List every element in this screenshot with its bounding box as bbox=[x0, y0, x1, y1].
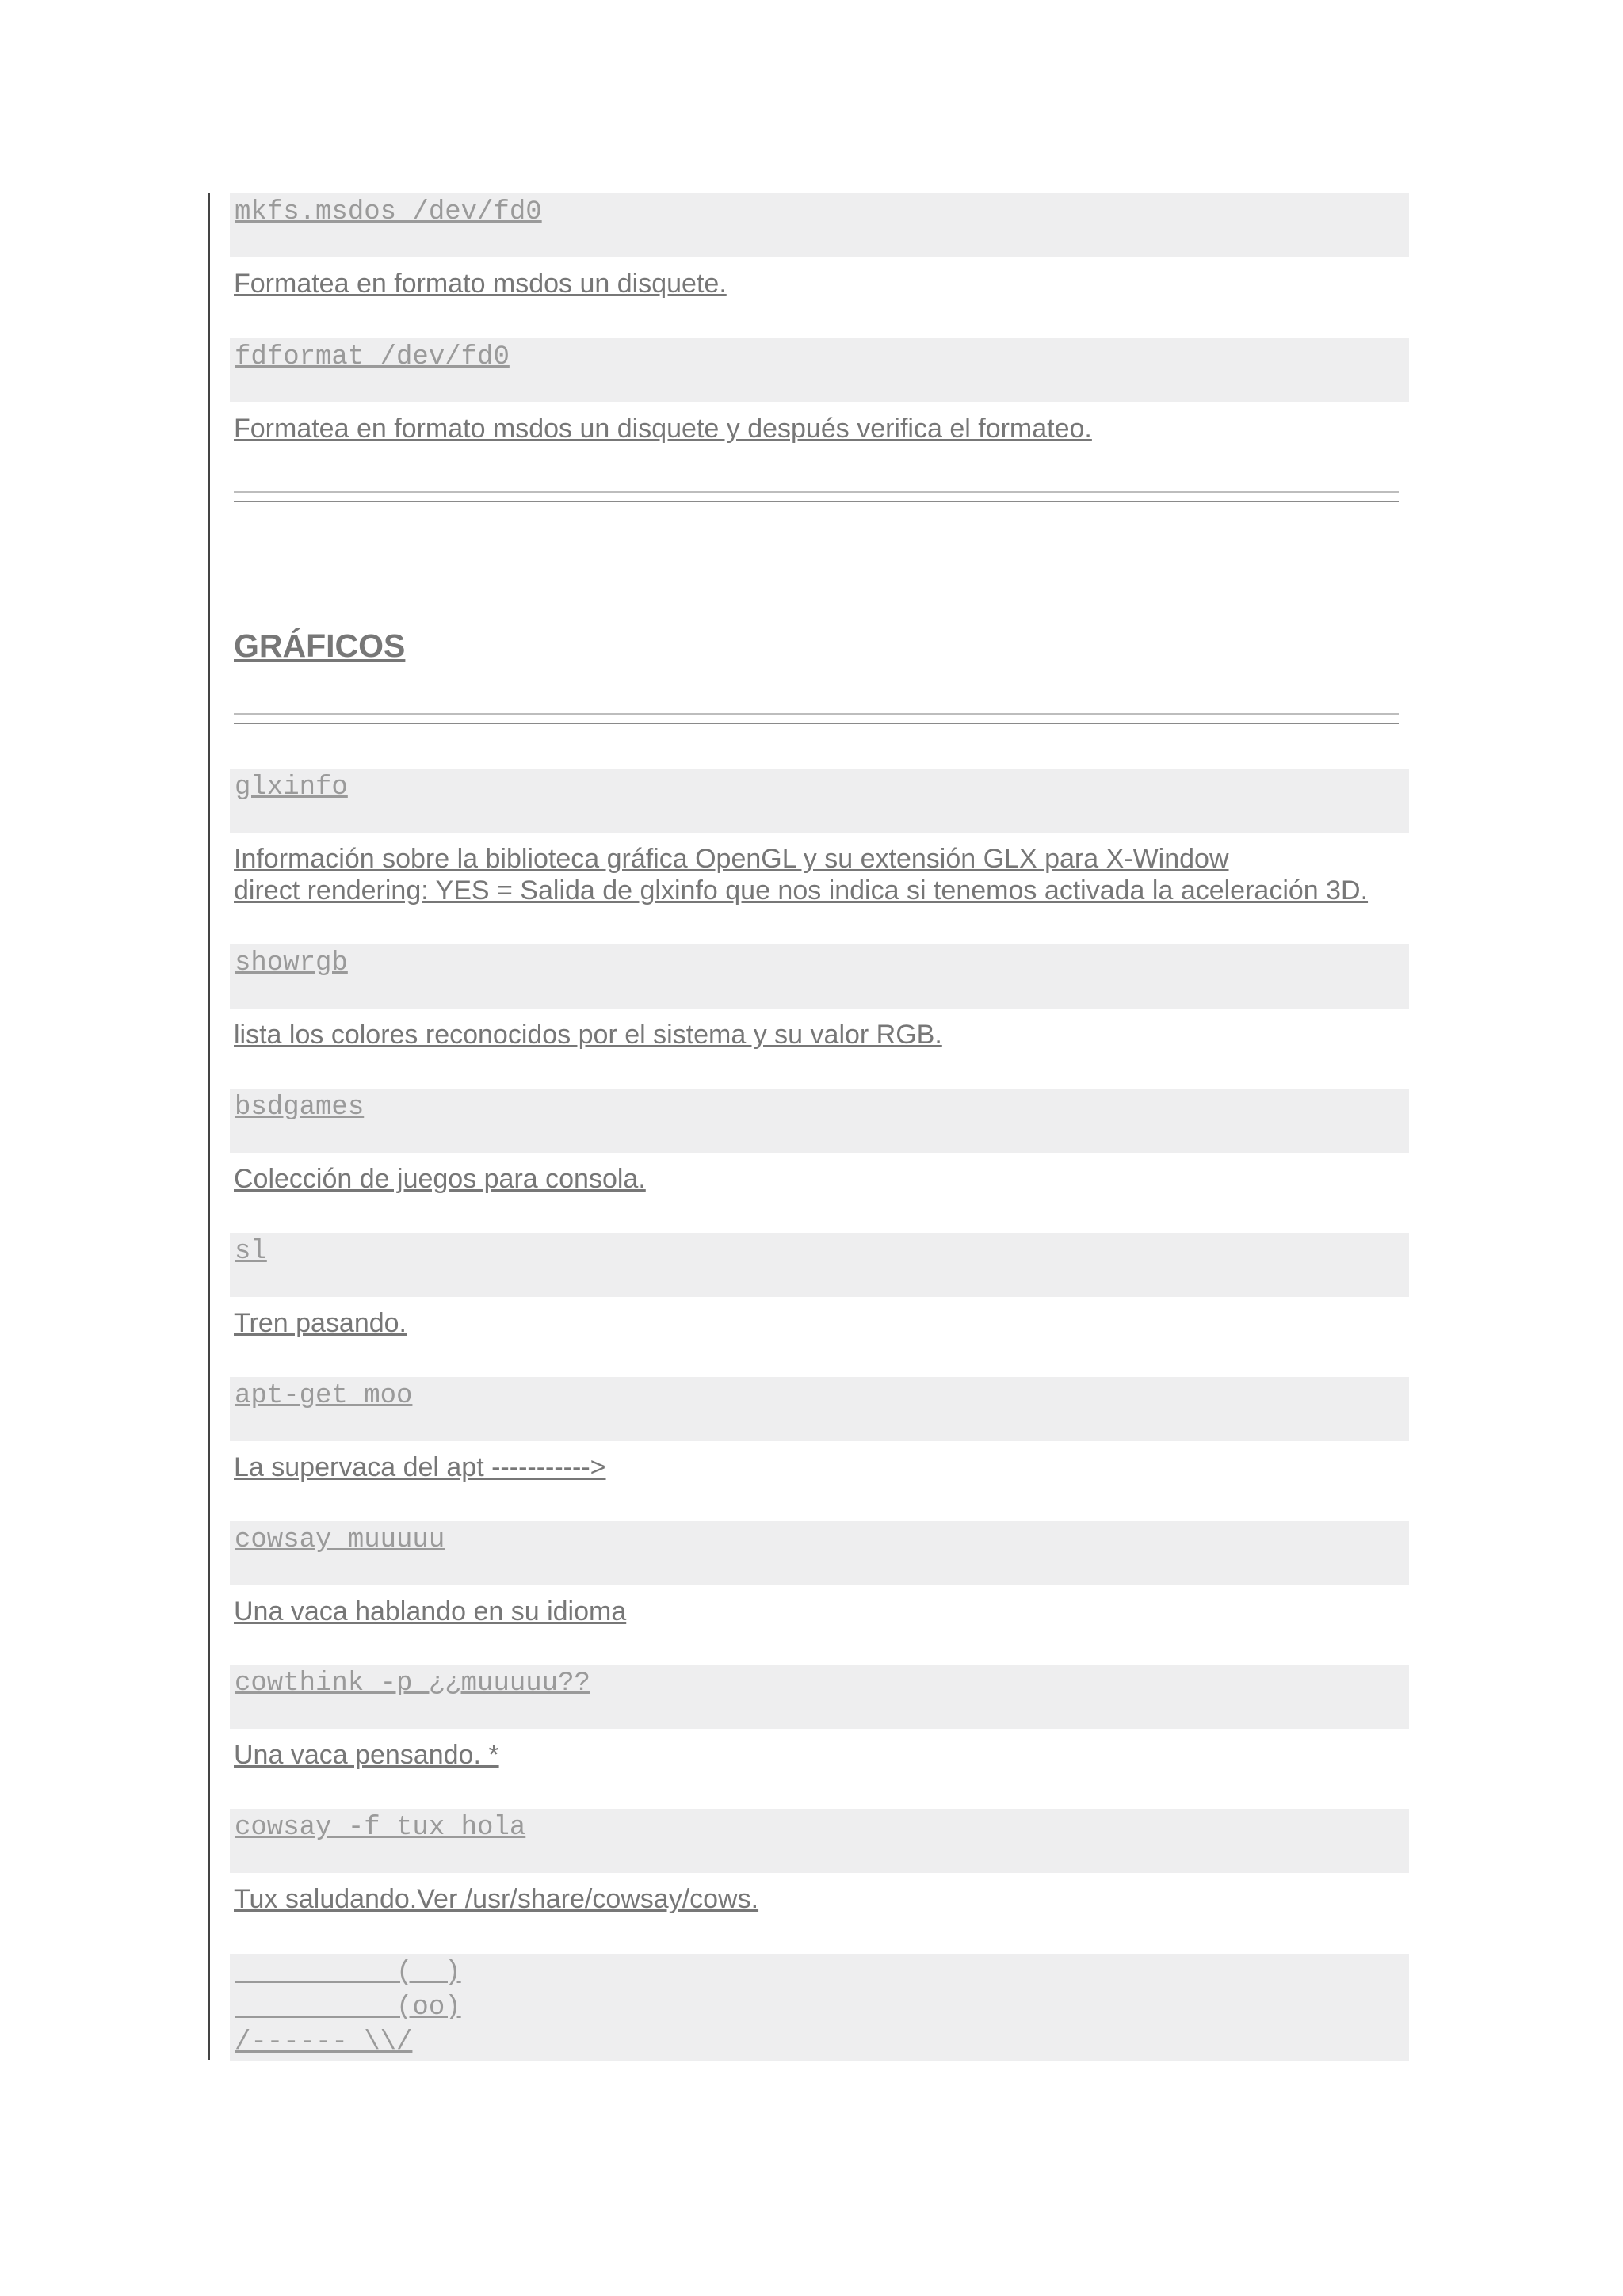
code-block-showrgb bbox=[230, 944, 1409, 1009]
left-border-rule bbox=[208, 193, 210, 2060]
command-mkfs-msdos: mkfs.msdos /dev/fd0 bbox=[235, 197, 542, 227]
command-showrgb: showrgb bbox=[235, 948, 348, 978]
code-block-mkfs bbox=[230, 193, 1409, 257]
description-apt-get-moo[interactable]: La supervaca del apt -----------> bbox=[234, 1452, 606, 1482]
command-bsdgames: bsdgames bbox=[235, 1093, 365, 1123]
ascii-art-line-3 bbox=[235, 2025, 1404, 2060]
code-block-fdformat bbox=[230, 338, 1409, 402]
horizontal-rule-1 bbox=[234, 491, 1399, 502]
description-cowthink[interactable]: Una vaca pensando. * bbox=[234, 1740, 499, 1770]
ascii-art-line-1-text: ( ) bbox=[235, 1958, 461, 1988]
command-sl: sl bbox=[235, 1237, 267, 1267]
description-showrgb[interactable]: lista los colores reconocidos por el sistema y su valor RGB. bbox=[234, 1020, 942, 1050]
command-cowsay-muuuuu: cowsay muuuuu bbox=[235, 1525, 445, 1555]
description-glxinfo-line1[interactable]: Información sobre la biblioteca gráfica OpenGL y su extensión GLX para X-Window bbox=[234, 844, 1229, 874]
code-block-cowsay-tux bbox=[230, 1809, 1409, 1873]
command-cowsay-tux: cowsay -f tux hola bbox=[235, 1813, 526, 1843]
description-fdformat[interactable]: Formatea en formato msdos un disquete y después verifica el formateo. bbox=[234, 414, 1092, 444]
command-fdformat: fdformat /dev/fd0 bbox=[235, 342, 510, 372]
code-block-bsdgames bbox=[230, 1089, 1409, 1153]
code-block-glxinfo bbox=[230, 769, 1409, 833]
description-cowsay-muuuuu[interactable]: Una vaca hablando en su idioma bbox=[234, 1596, 627, 1627]
ascii-art-line-3-text: /------ \\/ bbox=[235, 2027, 413, 2058]
code-block-sl bbox=[230, 1233, 1409, 1297]
description-glxinfo-line2[interactable]: direct rendering: YES = Salida de glxinfo que nos indica si tenemos activada la aceleración 3D. bbox=[234, 875, 1369, 906]
code-block-ascii-art bbox=[230, 1954, 1409, 2061]
description-bsdgames[interactable]: Colección de juegos para consola. bbox=[234, 1164, 646, 1194]
horizontal-rule-2 bbox=[234, 713, 1399, 724]
section-heading-graficos[interactable]: GRÁFICOS bbox=[234, 627, 406, 664]
code-block-cowsay-muuuuu bbox=[230, 1521, 1409, 1585]
code-block-cowthink bbox=[230, 1665, 1409, 1729]
description-sl[interactable]: Tren pasando. bbox=[234, 1308, 407, 1338]
ascii-art-line-1 bbox=[235, 1955, 1404, 1990]
description-cowsay-tux[interactable]: Tux saludando.Ver /usr/share/cowsay/cows. bbox=[234, 1884, 759, 1914]
description-mkfs-msdos[interactable]: Formatea en formato msdos un disquete. bbox=[234, 269, 727, 299]
code-block-apt-get-moo bbox=[230, 1377, 1409, 1441]
command-cowthink: cowthink -p ¿¿muuuuu?? bbox=[235, 1669, 590, 1699]
ascii-art-line-2-text: (oo) bbox=[235, 1993, 461, 2023]
ascii-art-line-2 bbox=[235, 1990, 1404, 2025]
command-apt-get-moo: apt-get moo bbox=[235, 1381, 413, 1411]
command-glxinfo: glxinfo bbox=[235, 772, 348, 803]
